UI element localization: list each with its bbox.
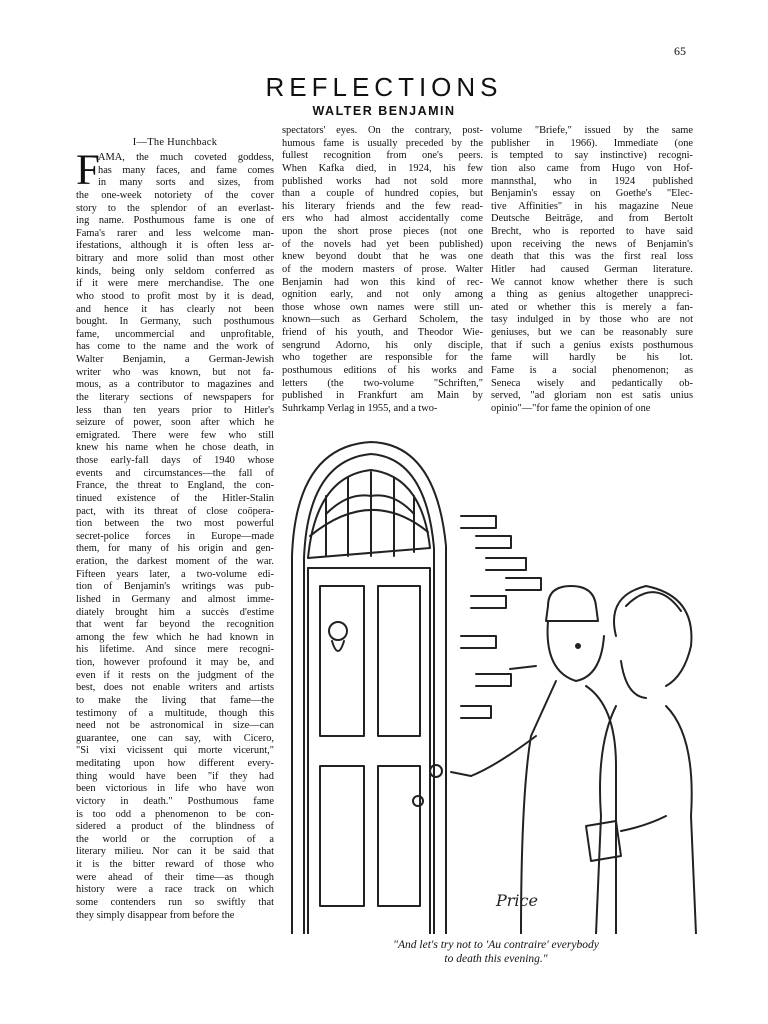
cartoon-caption — [286, 938, 706, 966]
text-line: opinio"—"for fame the opinion of one — [491, 402, 651, 414]
text-line: Suhrkamp Verlag in 1955, and a two- — [282, 402, 438, 414]
text-line: the one-week notoriety of the cover — [76, 189, 274, 201]
text-line: best, does not enable writers and artists — [76, 682, 274, 694]
text-line: served, "ad gloriam non est satis unius — [491, 390, 693, 402]
text-line: and hence it has clearly not been — [76, 303, 274, 315]
text-line: less than ten years prior to Hitler's — [76, 404, 274, 416]
text-line: were ahead of their time—as though — [76, 871, 274, 883]
text-line: volume "Briefe," issued by the same — [491, 125, 693, 136]
text-line: is too odd a phenomenon to be con- — [76, 808, 274, 820]
text-line: Deutsche Beiträge, and from Bertolt — [491, 213, 693, 225]
text-line: in many sorts and sizes, from — [98, 177, 274, 189]
text-line: eration, the darkest moment of the war. — [76, 556, 274, 567]
text-column-3 — [491, 125, 693, 415]
caption-line-1: "And let's try not to 'Au contraire' everybody — [393, 939, 599, 951]
text-line: writer who was known, but not fa- — [76, 366, 274, 378]
text-line: letters (the two-volume "Schriften," — [282, 377, 483, 389]
text-line: knew his name when he chose death, in — [76, 442, 274, 454]
text-line: of the modern masters of prose. Walter — [282, 263, 483, 275]
text-line: tive Affinities" in his magazine Neue — [491, 200, 693, 212]
text-line: some contenders run so swiftly that — [76, 896, 274, 908]
text-line: upon receiving the news of Benjamin's — [491, 238, 693, 250]
text-line: fame will hardly be his lot. — [491, 352, 693, 364]
text-line: AMA, the much coveted goddess, — [98, 152, 274, 163]
text-line: Benjamin had won this kind of rec- — [282, 276, 483, 288]
text-line: his literary friends and the few read- — [282, 200, 483, 212]
text-line: of the novels had yet been published) — [282, 238, 483, 250]
text-line: has come to the name and the work of — [76, 341, 274, 353]
text-line: is tempted to say instinctive) recogni- — [491, 150, 693, 162]
page-title: REFLECTIONS — [265, 72, 503, 102]
text-line: France, the threat to England, the con- — [76, 480, 274, 492]
text-line: bought. In Germany, such posthumous — [76, 316, 274, 328]
section-heading: I—The Hunchback — [132, 137, 218, 148]
text-line: literary milieu. Nor can it be said that — [76, 846, 274, 858]
text-line: than a couple of hundred copies, but — [282, 188, 483, 200]
text-line: history were a race track on which — [76, 884, 274, 896]
text-line: ing name. Posthumous fame is one of — [76, 215, 274, 227]
text-line: it is the bitter reward of those who — [76, 859, 274, 870]
text-line: the literary sections of newspapers for — [76, 391, 274, 403]
text-line: upon the short prose pieces (not one — [282, 226, 483, 237]
text-line: seizure of power, soon after which he — [76, 417, 274, 429]
text-line: guarantee, one can say, with Cicero, — [76, 732, 274, 744]
text-line: bitrary and more solid than most other — [76, 253, 274, 264]
text-line: ated or whether this is merely a fan- — [491, 301, 693, 313]
text-line: tasy indulged in by those who are not — [491, 314, 693, 326]
text-line: Seneca wisely and pedantically ob- — [491, 377, 693, 389]
text-line: tion between the two most powerful — [76, 518, 274, 530]
text-line: need not be astronomical in size—can — [76, 720, 274, 732]
text-line: who stood to profit most by it is dead, — [76, 290, 274, 302]
text-line: those whose own names were still un- — [282, 301, 483, 313]
text-line: knew beyond doubt that he was one — [282, 251, 483, 263]
text-line: secret-police forces in Europe—made — [76, 530, 274, 542]
text-line: tion also came from Hugo von Hof- — [491, 162, 693, 174]
cartoon-illustration — [286, 436, 706, 934]
text-line: them, for many of his origin and gen- — [76, 543, 274, 555]
text-line: lished in Germany and almost imme- — [76, 593, 274, 605]
text-line: geniuses, but we can be reasonably sure — [491, 327, 693, 338]
text-line: published in Frankfurt am Main by — [282, 390, 483, 402]
text-line: Fama's rarer and less welcome man- — [76, 227, 274, 239]
text-line: who together are responsible for the — [282, 352, 483, 364]
text-line: they simply disappear from before the — [76, 909, 235, 921]
text-line: thing would have been "if they had — [76, 770, 274, 782]
text-line: diately brought him a succès d'estime — [76, 606, 274, 618]
text-line: Fame is a social phenomenon; as — [491, 364, 693, 376]
text-line: that went far beyond the recognition — [76, 619, 274, 631]
text-line: fame, uncommercial and unprofitable, — [76, 328, 274, 340]
text-line: posthumous editions of his works and — [282, 364, 483, 376]
text-line: been victorious in life who have won — [76, 783, 274, 795]
text-line: even if it rests on the judgment of the — [76, 669, 274, 681]
artist-signature: Price — [496, 891, 538, 910]
author-byline: WALTER BENJAMIN — [312, 104, 456, 118]
text-line: When Kafka died, in 1924, his few — [282, 162, 483, 174]
text-line: a thing as genius altogether unappreci- — [491, 289, 693, 301]
text-line: emigrated. There were few who still — [76, 429, 274, 441]
text-line: Brecht, who is reported to have said — [491, 226, 693, 237]
text-line: death that this was the first real loss — [491, 251, 693, 263]
text-line: pact, with its threat of close coöpera- — [76, 505, 274, 517]
text-line: events and circumstances—the fall of — [76, 467, 274, 479]
text-line: testimony of a multitude, though this — [76, 707, 274, 719]
text-line: "Si vixi vicissent qui morte vicerunt," — [76, 745, 274, 757]
drop-cap: F — [76, 147, 100, 194]
text-line: ers who had almost accidentally come — [282, 213, 483, 225]
text-line: his lifetime. And since mere recogni- — [76, 644, 274, 656]
text-line: mannsthal, who in 1924 published — [491, 175, 693, 187]
text-line: Hitler had caused German literature. — [491, 263, 693, 275]
text-line: the world or the corruption of a — [76, 833, 274, 845]
text-line: among the few which he had known in — [76, 631, 274, 643]
text-line: friend of his youth, and Theodor Wie- — [282, 327, 483, 338]
text-line: tinued existence of the Hitler-Stalin — [76, 492, 274, 504]
text-line: Walter Benjamin, a German-Jewish — [76, 354, 274, 365]
text-line: tion of Benjamin's writings was pub- — [76, 581, 274, 593]
text-line: if it were mere merchandise. The one — [76, 278, 274, 290]
text-line: tion, however profound it may be, and — [76, 657, 274, 668]
text-line: fullest recognition from one's peers. — [282, 150, 483, 162]
text-column-1 — [76, 147, 274, 922]
text-line: victory in death." Posthumous fame — [76, 795, 274, 807]
text-line: has many faces, and fame comes — [98, 164, 274, 176]
text-line: mous, as a contributor to magazines and — [76, 379, 274, 391]
text-column-2 — [282, 125, 483, 415]
text-line: those early-fall days of 1940 whose — [76, 455, 274, 466]
text-line: Fifteen years later, a two-volume edi- — [76, 568, 274, 580]
text-line: published works had not sold more — [282, 175, 483, 187]
page-number: 65 — [674, 44, 686, 58]
text-line: spectators' eyes. On the contrary, post- — [282, 125, 483, 136]
text-line: Benjamin's essay on Goethe's "Elec- — [491, 188, 693, 200]
text-line: ognition early, and not only among — [282, 289, 483, 301]
text-line: kinds, being only seldom conferred as — [76, 265, 274, 277]
text-line: to make the living that fame—the — [76, 694, 274, 706]
text-line: sengrund Adorno, his only disciple, — [282, 339, 483, 351]
text-line: that if such a genius exists posthumous — [491, 339, 693, 351]
text-line: story to the splendor of an everlast- — [76, 202, 274, 214]
caption-line-2: to death this evening." — [444, 953, 548, 965]
text-line: humous fame is usually preceded by the — [282, 137, 483, 149]
text-line: publisher in 1966). Immediate (one — [491, 137, 693, 149]
text-line: known—such as Gerhard Scholem, the — [282, 314, 483, 326]
text-line: meditating upon how different every- — [76, 758, 274, 769]
text-line: sidered a product of the blindness of — [76, 821, 274, 833]
text-line: ifestations, although it is often less ar- — [76, 240, 274, 252]
text-line: We cannot know whether there is such — [491, 276, 693, 288]
